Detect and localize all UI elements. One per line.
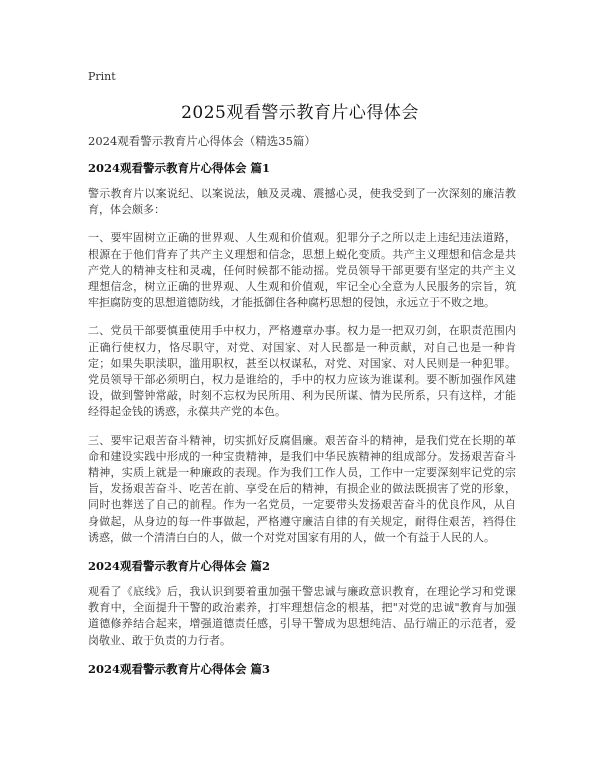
- document-subtitle: 2024观看警示教育片心得体会（精选35篇）: [88, 134, 316, 148]
- section-3: [88, 661, 516, 677]
- print-link[interactable]: Print: [88, 70, 116, 83]
- section-heading: 2024观看警示教育片心得体会 篇2: [88, 559, 271, 574]
- paragraph: 观看了《底线》后，我认识到要着重加强干警忠诚与廉政意识教育，在理论学习和党课教育中，全面提升干警的政治素养，打牢理想信念的根基，把"对党的忠诚"教育与加强道德修养结合起来，增强道德责任感，引导干警成为思想纯洁、品行端正的示范者，爱岗敬业、敢于负责的力行者。: [88, 585, 516, 647]
- paragraph: 二、党员干部要慎重使用手中权力，严格遵章办事。权力是一把双刃剑，在职责范围内正确行使权力，恪尽职守，对党、对国家、对人民都是一种贡献，对自己也是一种肯定；如果失职渎职，滥用职权，甚至以权谋私，对党、对国家、对人民则是一种犯罪。党员领导干部必须明白，权力是谁给的，手中的权力应该为谁谋利。要不断加强作风建设，做到警钟常敲，时刻不忘权为民所用、利为民所谋、情为民所系，只有这样，才能经得起金钱的诱惑，永葆共产党的本色。: [88, 324, 516, 419]
- paragraph: 三、要牢记艰苦奋斗精神，切实抓好反腐倡廉。艰苦奋斗的精神，是我们党在长期的革命和建设实践中形成的一种宝贵精神，是我们中华民族精神的组成部分。发扬艰苦奋斗精神，实质上就是一种廉政的表现。作为我们工作人员，工作中一定要深刻牢记党的宗旨，发扬艰苦奋斗、吃苦在前、享受在后的精神，有损企业的做法既损害了党的形象，同时也葬送了自己的前程。作为一名党员，一定要带头发扬艰苦奋斗的优良作风，从自身做起，从身边的每一件事做起，严格遵守廉洁自律的有关规定，耐得住艰苦，裆得住诱惑，做一个清清白白的人，做一个对党对国家有用的人，做一个有益于人民的人。: [88, 433, 516, 544]
- section-heading: 2024观看警示教育片心得体会 篇1: [88, 161, 271, 175]
- section-1: [88, 160, 516, 546]
- section-2: [88, 558, 516, 649]
- paragraph: 警示教育片以案说纪、以案说法，触及灵魂、震撼心灵，使我受到了一次深刻的廉洁教育，体会颇多：: [88, 187, 516, 217]
- section-heading: 2024观看警示教育片心得体会 篇3: [88, 661, 271, 676]
- page-title: 2025观看警示教育片心得体会: [181, 103, 419, 123]
- paragraph: 一、要牢固树立正确的世界观、人生观和价值观。犯罪分子之所以走上违纪违法道路，根源在于他们背弃了共产主义理想和信念，思想上蜕化变质。共产主义理想和信念是共产党人的精神支柱和灵魂，任何时候都不能动摇。党员领导干部更要有坚定的共产主义理想信念，树立正确的世界观、人生观和价值观，牢记全心全意为人民服务的宗旨，筑牢拒腐防变的思想道德防线，才能抵御住各种腐朽思想的侵蚀，永远立于不败之地。: [88, 231, 516, 310]
- document-body: [88, 160, 516, 687]
